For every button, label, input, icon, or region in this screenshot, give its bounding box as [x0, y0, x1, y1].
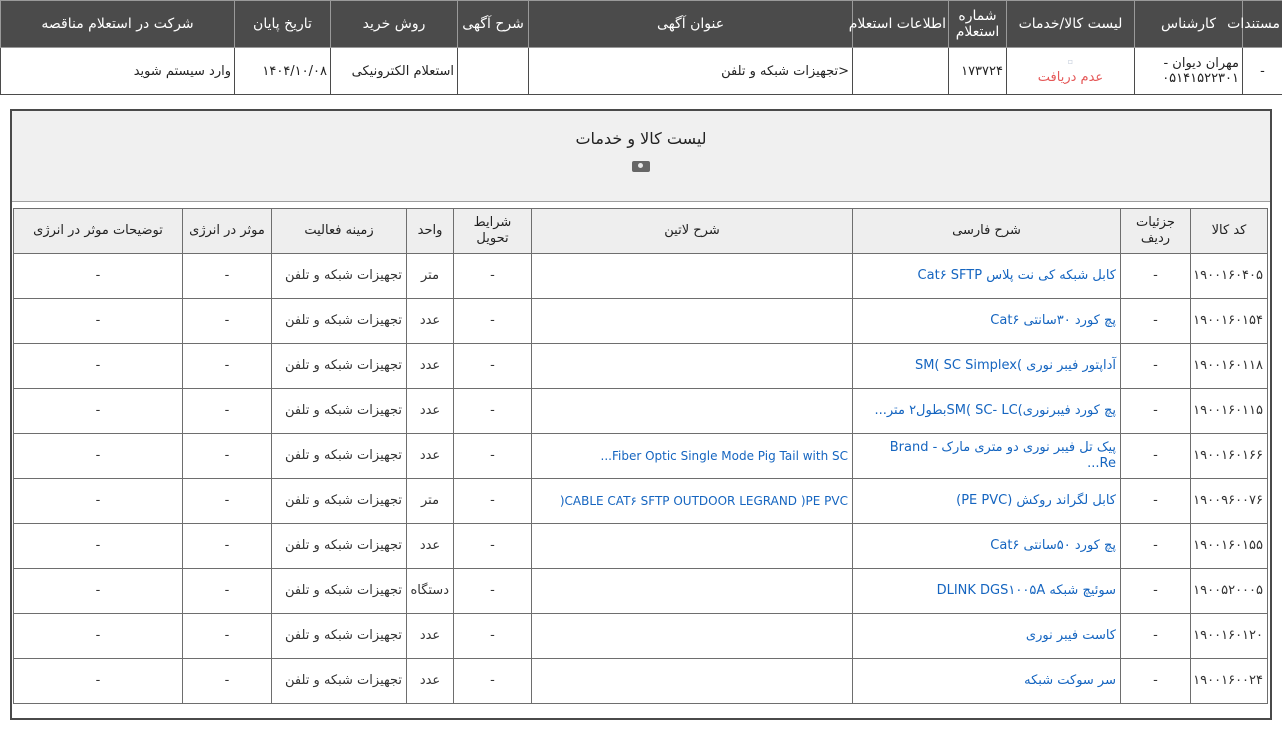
energy-cell: -: [183, 434, 272, 479]
energy-cell: -: [183, 389, 272, 434]
activity-cell: تجهیزات شبکه و تلفن: [272, 254, 407, 299]
header-activity: زمینه فعالیت: [272, 209, 407, 254]
broken-image-icon: ▫: [1067, 56, 1074, 66]
latin-desc-cell[interactable]: [532, 569, 853, 614]
goods-code-cell: ۱۹۰۰۱۶۰۱۵۴: [1191, 299, 1268, 344]
goods-panel-title: لیست کالا و خدمات: [575, 129, 707, 148]
header-inquiry-info: اطلاعات استعلام: [853, 1, 949, 48]
inquiry-number-cell: ۱۷۳۷۲۴: [949, 48, 1007, 95]
activity-cell: تجهیزات شبکه و تلفن: [272, 299, 407, 344]
table-row: [14, 254, 1268, 299]
table-row: [14, 344, 1268, 389]
table-row: [14, 569, 1268, 614]
table-row: [14, 389, 1268, 434]
header-code: کد کالا: [1191, 209, 1268, 254]
energy-desc-cell: -: [14, 389, 183, 434]
latin-desc-cell[interactable]: [532, 614, 853, 659]
row-details-cell[interactable]: -: [1121, 614, 1191, 659]
latin-desc-cell[interactable]: [532, 254, 853, 299]
goods-code-cell: ۱۹۰۰۱۶۰۱۱۵: [1191, 389, 1268, 434]
goods-header-row: [14, 209, 1268, 254]
energy-cell: -: [183, 254, 272, 299]
row-details-cell[interactable]: -: [1121, 344, 1191, 389]
goods-table: [13, 208, 1268, 704]
goods-panel-header: [12, 111, 1270, 202]
purchase-method-cell: استعلام الکترونیکی: [331, 48, 458, 95]
persian-desc-cell[interactable]: کابل شبکه کی نت پلاس Cat۶ SFTP: [853, 254, 1121, 299]
activity-cell: تجهیزات شبکه و تلفن: [272, 479, 407, 524]
activity-cell: تجهیزات شبکه و تلفن: [272, 614, 407, 659]
delivery-cell: -: [454, 614, 532, 659]
ad-title-cell: <تجهیزات شبکه و تلفن: [529, 48, 853, 95]
delivery-cell: -: [454, 659, 532, 704]
header-purchase-method: روش خرید: [331, 1, 458, 48]
goods-list-status[interactable]: عدم دریافت: [1037, 69, 1104, 85]
table-row: [14, 479, 1268, 524]
energy-desc-cell: -: [14, 344, 183, 389]
goods-code-cell: ۱۹۰۰۱۶۰۱۱۸: [1191, 344, 1268, 389]
end-date-cell: ۱۴۰۴/۱۰/۰۸: [235, 48, 331, 95]
unit-cell: عدد: [407, 659, 454, 704]
energy-desc-cell: -: [14, 614, 183, 659]
activity-cell: تجهیزات شبکه و تلفن: [272, 659, 407, 704]
goods-list-cell[interactable]: [1007, 48, 1135, 95]
goods-panel-body: [12, 111, 1270, 718]
activity-cell: تجهیزات شبکه و تلفن: [272, 389, 407, 434]
unit-cell: عدد: [407, 389, 454, 434]
activity-cell: تجهیزات شبکه و تلفن: [272, 344, 407, 389]
camera-icon[interactable]: [632, 161, 650, 172]
header-persian-desc: شرح فارسی: [853, 209, 1121, 254]
row-details-cell[interactable]: -: [1121, 434, 1191, 479]
persian-desc-cell[interactable]: سوئیچ شبکه DLINK DGS۱۰۰۵A: [853, 569, 1121, 614]
energy-cell: -: [183, 299, 272, 344]
persian-desc-cell[interactable]: پچ کورد ۵۰سانتی Cat۶: [853, 524, 1121, 569]
goods-code-cell: ۱۹۰۰۱۶۰۱۲۰: [1191, 614, 1268, 659]
unit-cell: عدد: [407, 524, 454, 569]
activity-cell: تجهیزات شبکه و تلفن: [272, 524, 407, 569]
latin-desc-cell[interactable]: [532, 299, 853, 344]
tender-row: [1, 48, 1282, 95]
delivery-cell: -: [454, 254, 532, 299]
row-details-cell[interactable]: -: [1121, 479, 1191, 524]
energy-cell: -: [183, 659, 272, 704]
header-latin-desc: شرح لاتین: [532, 209, 853, 254]
unit-cell: متر: [407, 479, 454, 524]
row-details-cell[interactable]: -: [1121, 389, 1191, 434]
latin-desc-cell[interactable]: [532, 344, 853, 389]
persian-desc-cell[interactable]: آداپتور فیبر نوری )SM( SC Simplex: [853, 344, 1121, 389]
persian-desc-cell[interactable]: پچ کورد فیبرنوری)SM( SC- LCبطول۲ متر...: [853, 389, 1121, 434]
expert-cell: مهران دیوان - ۰۵۱۴۱۵۲۲۳۰۱: [1135, 48, 1243, 95]
table-row: [14, 524, 1268, 569]
unit-cell: متر: [407, 254, 454, 299]
energy-cell: -: [183, 569, 272, 614]
ad-desc-cell: [458, 48, 529, 95]
delivery-cell: -: [454, 479, 532, 524]
energy-desc-cell: -: [14, 299, 183, 344]
tender-table: [0, 0, 1282, 95]
row-details-cell[interactable]: -: [1121, 524, 1191, 569]
delivery-cell: -: [454, 434, 532, 479]
delivery-cell: -: [454, 299, 532, 344]
energy-desc-cell: -: [14, 524, 183, 569]
goods-panel: [10, 109, 1272, 720]
goods-code-cell: ۱۹۰۰۱۶۰۱۵۵: [1191, 524, 1268, 569]
documents-cell: -: [1243, 48, 1282, 95]
table-row: [14, 614, 1268, 659]
unit-cell: عدد: [407, 614, 454, 659]
delivery-cell: -: [454, 389, 532, 434]
latin-desc-cell[interactable]: [532, 389, 853, 434]
energy-cell: -: [183, 344, 272, 389]
energy-desc-cell: -: [14, 434, 183, 479]
table-row: [14, 434, 1268, 479]
row-details-cell[interactable]: -: [1121, 659, 1191, 704]
header-delivery: شرایط تحویل: [454, 209, 532, 254]
energy-desc-cell: -: [14, 479, 183, 524]
header-row-details: جزئیات ردیف: [1121, 209, 1191, 254]
goods-code-cell: ۱۹۰۰۵۲۰۰۰۵: [1191, 569, 1268, 614]
header-energy-desc: توضیحات موثر در انرژی: [14, 209, 183, 254]
latin-desc-cell[interactable]: [532, 659, 853, 704]
header-inquiry-number: شماره استعلام: [949, 1, 1007, 48]
unit-cell: عدد: [407, 434, 454, 479]
header-unit: واحد: [407, 209, 454, 254]
inquiry-info-cell[interactable]: [853, 48, 949, 95]
delivery-cell: -: [454, 344, 532, 389]
header-end-date: تاریخ پایان: [235, 1, 331, 48]
activity-cell: تجهیزات شبکه و تلفن: [272, 434, 407, 479]
energy-desc-cell: -: [14, 254, 183, 299]
persian-desc-cell[interactable]: پچ کورد ۳۰سانتی Cat۶: [853, 299, 1121, 344]
row-details-cell[interactable]: -: [1121, 569, 1191, 614]
energy-desc-cell: -: [14, 569, 183, 614]
header-ad-title: عنوان آگهی: [529, 1, 853, 48]
activity-cell: تجهیزات شبکه و تلفن: [272, 569, 407, 614]
persian-desc-cell[interactable]: سر سوکت شبکه: [853, 659, 1121, 704]
goods-table-body: [14, 254, 1268, 704]
unit-cell: دستگاه: [407, 569, 454, 614]
header-expert: کارشناس: [1135, 1, 1243, 48]
unit-cell: عدد: [407, 344, 454, 389]
goods-code-cell: ۱۹۰۰۱۶۰۴۰۵: [1191, 254, 1268, 299]
header-ad-desc: شرح آگهی: [458, 1, 529, 48]
latin-desc-cell[interactable]: [532, 524, 853, 569]
goods-code-cell: ۱۹۰۰۱۶۰۰۲۴: [1191, 659, 1268, 704]
energy-cell: -: [183, 479, 272, 524]
table-row: [14, 299, 1268, 344]
latin-desc-cell[interactable]: CABLE CAT۶ SFTP OUTDOOR LEGRAND )PE PVC(: [532, 479, 853, 524]
row-details-cell[interactable]: -: [1121, 254, 1191, 299]
header-energy: موثر در انرژی: [183, 209, 272, 254]
participate-cell[interactable]: وارد سیستم شوید: [1, 48, 235, 95]
goods-code-cell: ۱۹۰۰۹۶۰۰۷۶: [1191, 479, 1268, 524]
energy-desc-cell: -: [14, 659, 183, 704]
header-participate: شرکت در استعلام مناقصه: [1, 1, 235, 48]
goods-code-cell: ۱۹۰۰۱۶۰۱۶۶: [1191, 434, 1268, 479]
table-row: [14, 659, 1268, 704]
row-details-cell[interactable]: -: [1121, 299, 1191, 344]
persian-desc-cell[interactable]: کاست فیبر نوری: [853, 614, 1121, 659]
delivery-cell: -: [454, 524, 532, 569]
energy-cell: -: [183, 524, 272, 569]
tender-header-row: [1, 1, 1282, 48]
header-documents: مستندات: [1243, 1, 1282, 48]
header-goods-list: لیست کالا/خدمات: [1007, 1, 1135, 48]
persian-desc-cell[interactable]: کابل لگراند روکش (PE PVC): [853, 479, 1121, 524]
delivery-cell: -: [454, 569, 532, 614]
energy-cell: -: [183, 614, 272, 659]
unit-cell: عدد: [407, 299, 454, 344]
persian-desc-cell[interactable]: پیک تل فیبر نوری دو متری مارک Brand - Re...: [853, 434, 1121, 479]
latin-desc-cell[interactable]: Fiber Optic Single Mode Pig Tail with SC...: [532, 434, 853, 479]
